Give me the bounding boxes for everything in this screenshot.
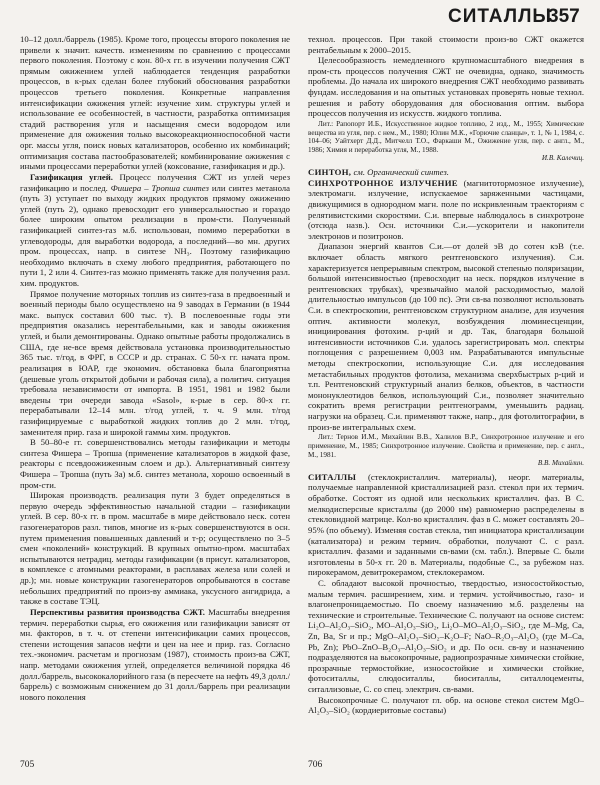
fischer-tropsch-link: Фишера – Тропша синтез [110,182,209,193]
headword-synchrotron: СИНХРОТРОННОЕ ИЗЛУЧЕНИЕ [308,177,458,188]
paragraph-gasification [20,172,290,289]
column-number-right: 706 [308,760,323,770]
sitally-text: (стеклокристаллич. материалы), неорг. материалы, получаемые направленной кристаллизацией разл. стекол при их термич. обработке. Состоят из одной или нескольких кристаллич. фаз. В С. мелкодисперсные кристаллы (до 2000 нм) равномерно распределены в стекловидной матрице. Кол-во кристаллич. фаз в С. может составлять 20–95% (по объему). Изменяя состав стекла, тип инициатора кристаллизации (катализатора) и режим термич. обработки, получают С. с разл. кристаллич. фазами и заданными св-вами (см. табл.). Впервые С. были изготовлены в 50-х гг. 20 в. Материалы, подобные С., за рубежом наз. пирокерамом, девитрокерамом, стеклокерамом. [308,471,584,578]
column-number-left: 705 [20,760,35,770]
paragraph-feasibility: Целесообразность немедленного крупномасштабного внедрения в пром-сть процессов получения СЖТ не очевидна, однако, значимость проблемы. До начала их широкого внедрения СЖТ необходимо развивать фундам. исследования и на опытных установках проверять новые технол. решения и работу оборудования для обоснования оптим. выбора процессов получения из искусств. жидкого топлива. [308,55,584,119]
page-footer [0,758,600,778]
paragraph-industrial: Широкая производств. реализация пути 3 будет определяться в первую очередь эффективностью начальной стадии – газификации углей. В сер. 80-х гг. в пром. масштабе в мире действовало неск. сотен газогенераторов разл. типов, многие из к-рых совершенствуются в осн. путем применения повышенных давлений и т-р; осуществлено по 3–5 смен «поколений» конструкций. В крупных опытно-пром. масштабах испытываются нетрадиц. методы газификации (в присут. катализаторов, в комплексе с атомными реакторами, в расплавах железа или солей и др.); мн. новые конструкции газогенераторов опробываются в составе небольших предприятий по произ-ву аммиака, уксусного ангидрида, а также в составе ТЭЦ. [20,490,290,607]
perspectives-text: Масштабы внедрения термич. переработки сырья, его ожижения или газификации зависят от мн. факторов, в т. ч. от степени интенсификации самих процессов, степени истощения запасов нефти и цен на нее и прир. газ. Согласно тех.-экономич. расчетам и прогнозам (1987), стоимость произ-ва СЖТ, напр. методами ожижения углей, определяется величиной порядка 46 долл./баррель, высококалорийного газа (в пересчете на нефть 49,3 долл./баррель) с возможным снижением до 31 долл./баррель при реализации нового поколения [20,606,290,702]
left-column [20,34,290,752]
section-title-perspectives: Перспективы развития производства СЖТ. [30,606,205,617]
sinton-reference: см. Органический синтез. [353,167,449,178]
paragraph-sitally-highstrength: Высокопрочные С. получают гл. обр. на основе стекол систем MgO–Al₂O₃–SiO₂ (кордиеритовые составы) [308,694,584,716]
literature-text-1: Лит.: Рапопорт И.Б., Искусственное жидкое топливо, 2 изд., М., 1955; Химические вещества из угля, пер. с нем., М., 1980; Юлин М.К., «Горючие сланцы», т. 1, № 1, 1984, с. 104–06; Уайтхерт Д.Д., Митчелл Т.О., Фаркаши М., Ожижение угля, пер. с англ., М., 1986; Химия и переработка угля, М., 1988. [308,119,584,154]
running-head: СИТАЛЛЫ [448,6,553,27]
paragraph-methods: В 50–80-е гг. совершенствовались методы газификации и методы синтеза Фишера – Тропша (применение катализаторов в жидкой фазе, реакторы с псевдоожиженным слоем и др.). Альтернативный синтезу Фишера – Тропша (путь 3а) м.б. синтез метанола, хорошо освоенный в пром-сти. [20,437,290,490]
synchrotron-text: (магнитотормозное излучение), электромагн. излучение, испускаемое заряженными частицами, движущимися в однородном магн. поле по искривленным траекториям с релятивистскими скоростями. С.и. впервые наблюдалось в синхротроне (отсюда назв.). Осн. источники С.и.—ускорители и накопители электронов и позитронов. [308,177,584,241]
headword-sitally: СИТАЛЛЫ [308,471,357,482]
entry-synchrotron [308,178,584,242]
headword-sinton: СИНТОН, [308,167,352,178]
right-column [308,34,584,752]
paragraph-perspectives [20,607,290,702]
page-header [0,4,600,32]
paragraph-direct-production: Прямое получение моторных топлив из синтез-газа в предвоенный и военный периоды было осуществлено на 9 заводах в Германии (в 1944 макс. выпуск составил 600 тыс. т). В послевоенные годы эти предприятия оказались нерентабельными, как и заводы ожижения углей, и были демонтированы. Однако опытные работы продолжались в США, где не-все время действовала установка производительностью 365 тыс. т/год, в ФРГ, в СССР и др. странах. С 50-х гг. начата пром. реализация в ЮАР, где экономич. обстановка была благоприятна (дешевые уголь открытой добычи и рабочая сила), а политич. ситуация требовала независимости от импорта. В 1951, 1981 и 1982 были введены три очереди завода «Sasol», к-рые в сер. 80-х гг. перерабатывали 12–14 млн. т/год углей, т. ч. 9 млн. т/год газифицируемые с выработкой жидких топлив до 2 млн. т/год, заменителя прир. газа и широкой гаммы хим. продуктов. [20,288,290,437]
paragraph-cost: технол. процессов. При такой стоимости произ-во СЖТ окажется рентабельным к 2000–2015. [308,34,584,55]
author-signature-1: И.В. Калечиц. [541,154,584,163]
page-number: 357 [548,6,580,27]
gasification-text-rest: или синтез метанола (путь 3) уступает по выходу жидких продуктов прямому ожижению углей (путь 2), однако превосходит его универсальностью и гораздо более широким опытом реализации в пром-сти. Полученный газификацией синтез-газ м.б. использован, помимо переработки в углеводороды, для выработки водорода, а последний—во мн. других пром. процессах, напр. в синтезе NH₃. Поэтому газификацию необходимо включать в схему любого предприятия, работающего по пути 1, 2 или 4. Синтез-газ можно применять также для получения разл. хим. продуктов. [20,182,290,289]
paragraph-continuation: 10–12 долл./баррель (1985). Кроме того, процессы второго поколения не привели к значит. качеств. изменениям по сравнению с процессами первого поколения. Поэтому с кон. 80-х гг. в изучении получения СЖТ прямым ожижением углей наблюдается тенденция разработки процессов, в к-рых сделан более глубокий обоснования разработки процессов третьего поколения. Конкретные направления интенсификации ожижения углей: изучение хим. структуры углей и использование ее особенностей, в частности, разработка оптимизация стадий растворения угля и насыщения смеси водородом или применение для ожижения только высокореакционноспособной части орг. массы угля, поиск новых катализаторов, особенно их комбинаций; оптимизация состава пастообразователей; комбинирование ожижения с иными процессами переработки углей (коксование, газификация и др.). [20,34,290,172]
paragraph-synchrotron-properties: Диапазон энергий квантов С.и.—от долей эВ до сотен кэВ (т.е. включает область мягкого рентгеновского излучения). С.и. характеризуется непрерывным спектром, высокой степенью поляризации, большой интенсивностью (превосходит на неск. порядков излучение в рентгеновских трубках), чрезвычайно малой расходимостью, малой длительностью импульсов (до 100 пс). Эти св-ва позволяют использовать С.и. в спектроскопии, рентгеновском структурном анализе, для изучения оптич. активности молекул, возбуждения люминесценции, инициирования фотохим. р-ций и др. Так, благодаря большой интенсивности источников С.и. удалось зарегистрировать мол. спектры поглощения с разрешением 0,003 нм. Разрабатываются импульсные методы спектроскопии, использующие С.и. для исследования метастабильных продуктов фотолиза, механизма сверхбыстрых р-ций и т.п. Рентгеновский структурный анализ белков, объектов, в частности мононуклеотидов белков, использующий С.и., позволяет значительно сократить время регистрации рентгенограмм, уменьшить радиац. нагрузки на образец. С.и. применяют также, напр., для фотолитографии, в произ-ве интегральных схем. [308,241,584,432]
gasification-text: Процесс получения СЖТ из углей через газификацию и послед. [20,171,290,193]
section-title-gasification: Газификация углей. [30,171,113,182]
literature-text-2: Лит.: Тернов И.М., Михайлин В.В., Халилов В.Р., Синхротронное излучение и его применение, М., 1985; Синхротронное излучение. Свойства и применение, пер. с англ., М., 1981. [308,433,584,459]
author-signature-2: В.В. Михайлин. [537,459,584,468]
entry-sinton [308,167,584,178]
literature-block-1 [308,120,584,163]
entry-sitally [308,472,584,578]
paragraph-sitally-properties: С. обладают высокой прочностью, твердостью, износостойкостью, малым термич. расширением, хим. и термич. устойчивостью, газо- и влагонепроницаемостью. По своему назначению м.б. разделены на технические и строительные. Технические С. получают на основе систем: Li₂O–Al₂O₃–SiO₂, MO–Al₂O₃–SiO₂, Li₂O–MO–Al₂O₃–SiO₂, где M–Mg, Ca, Zn, Ba, Sr и пр.; MgO–Al₂O₃–SiO₂–K₂O–F; NaO–R₂O₃–Al₂O₃ (где M–Ca, Pb, Zn); PbO–ZnO–B₂O₃–Al₂O₃–SiO₂ и др. По осн. св-ву и назначению подразделяются на высокопрочные, радиопрозрачные химически стойкие, прозрачные термостойкие, износостойкие и химически стойкие, фотоситаллы, слюдоситаллы, биоситаллы, ситаллоцементы, ситаллизовые, С. со спец. электрич. св-вами. [308,577,584,695]
literature-block-2 [308,433,584,468]
